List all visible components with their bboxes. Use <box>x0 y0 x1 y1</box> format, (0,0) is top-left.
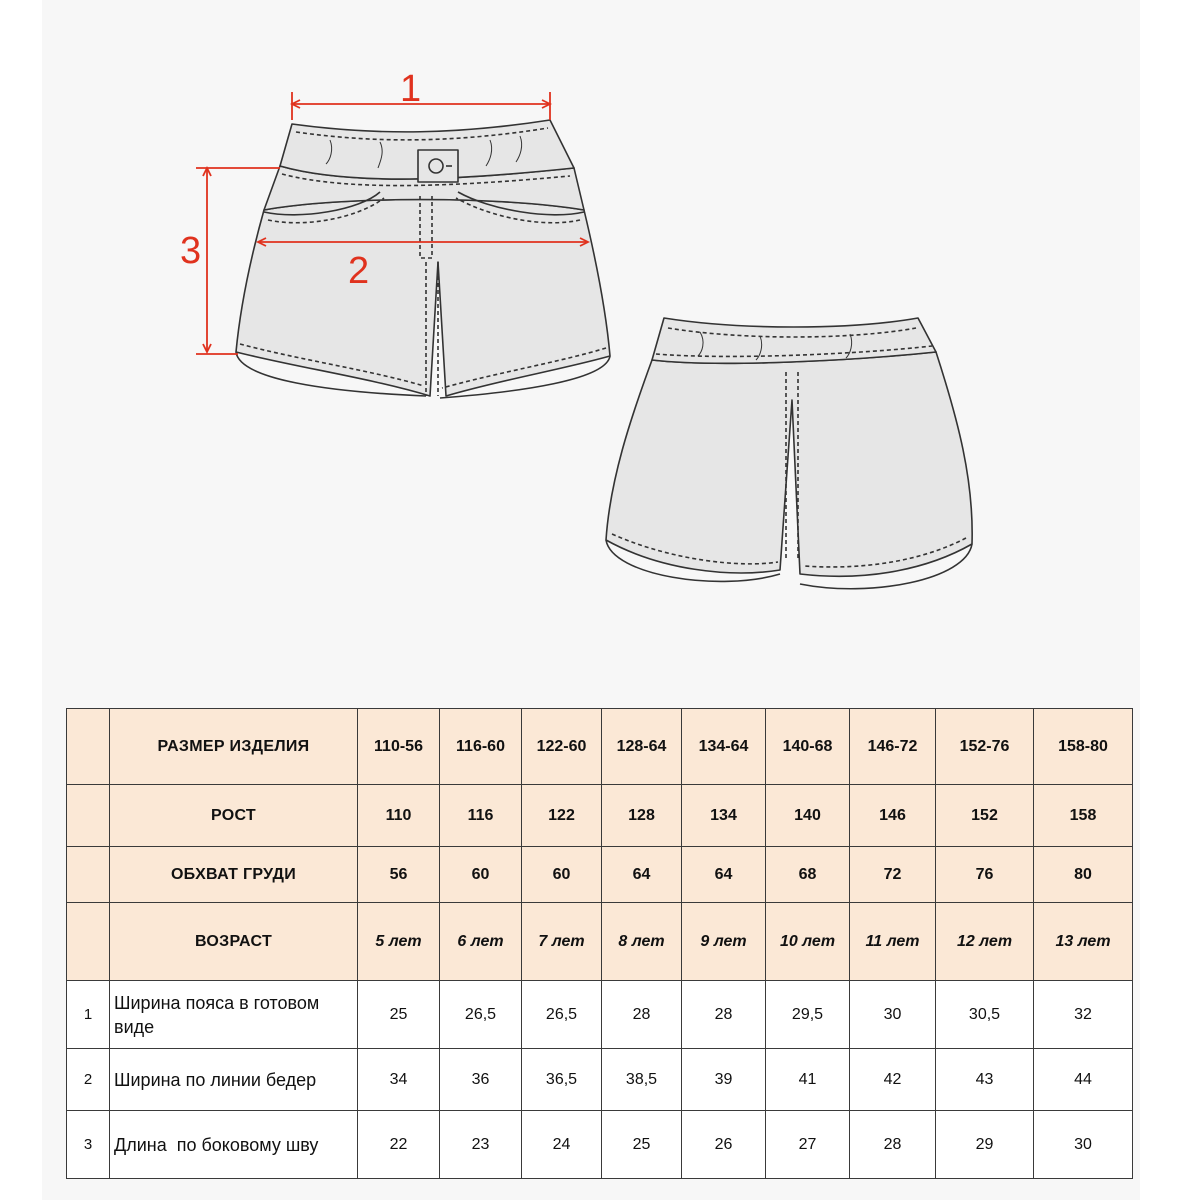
table-cell: 116-60 <box>440 709 522 785</box>
table-cell: 80 <box>1034 847 1133 903</box>
hip-callout: 2 <box>348 250 370 292</box>
hip-width-row <box>67 1049 1133 1111</box>
size-row <box>67 709 1133 785</box>
table-cell: 29 <box>936 1111 1034 1179</box>
table-cell: 42 <box>850 1049 936 1111</box>
table-cell: 28 <box>850 1111 936 1179</box>
table-cell: 110-56 <box>358 709 440 785</box>
table-cell: 44 <box>1034 1049 1133 1111</box>
row-label-size: РАЗМЕР ИЗДЕЛИЯ <box>110 709 358 785</box>
table-cell: 60 <box>522 847 602 903</box>
height-row <box>67 785 1133 847</box>
table-cell: 140-68 <box>766 709 850 785</box>
waist-callout: 1 <box>400 68 422 110</box>
table-cell: 128-64 <box>602 709 682 785</box>
table-cell: 32 <box>1034 981 1133 1049</box>
table-cell: 5 лет <box>358 903 440 981</box>
table-cell: 6 лет <box>440 903 522 981</box>
age-row <box>67 903 1133 981</box>
row-number-empty <box>67 709 110 785</box>
table-cell: 25 <box>602 1111 682 1179</box>
table-cell: 116 <box>440 785 522 847</box>
table-cell: 28 <box>682 981 766 1049</box>
table-cell: 128 <box>602 785 682 847</box>
row-label-height: РОСТ <box>110 785 358 847</box>
table-cell: 56 <box>358 847 440 903</box>
table-cell: 30,5 <box>936 981 1034 1049</box>
table-cell: 64 <box>682 847 766 903</box>
table-cell: 27 <box>766 1111 850 1179</box>
shorts-back-view <box>606 318 972 589</box>
table-cell: 60 <box>440 847 522 903</box>
table-cell: 41 <box>766 1049 850 1111</box>
table-cell: 68 <box>766 847 850 903</box>
table-cell: 28 <box>602 981 682 1049</box>
table-cell: 9 лет <box>682 903 766 981</box>
table-cell: 26 <box>682 1111 766 1179</box>
table-cell: 134 <box>682 785 766 847</box>
table-cell: 34 <box>358 1049 440 1111</box>
table-cell: 146 <box>850 785 936 847</box>
row-number-empty <box>67 903 110 981</box>
table-cell: 13 лет <box>1034 903 1133 981</box>
table-cell: 26,5 <box>522 981 602 1049</box>
table-cell: 72 <box>850 847 936 903</box>
table-cell: 152 <box>936 785 1034 847</box>
table-cell: 43 <box>936 1049 1034 1111</box>
table-cell: 38,5 <box>602 1049 682 1111</box>
table-cell: 76 <box>936 847 1034 903</box>
table-cell: 158 <box>1034 785 1133 847</box>
table-cell: 30 <box>850 981 936 1049</box>
table-cell: 25 <box>358 981 440 1049</box>
table-cell: 22 <box>358 1111 440 1179</box>
table-cell: 122 <box>522 785 602 847</box>
size-chart-table <box>66 708 1133 1179</box>
row-number-empty <box>67 785 110 847</box>
row-number: 2 <box>67 1049 110 1111</box>
row-label-side-length: Длина по боковому шву <box>110 1111 358 1179</box>
waist-width-row <box>67 981 1133 1049</box>
table-cell: 30 <box>1034 1111 1133 1179</box>
table-cell: 146-72 <box>850 709 936 785</box>
table-cell: 29,5 <box>766 981 850 1049</box>
table-cell: 140 <box>766 785 850 847</box>
row-label-chest: ОБХВАТ ГРУДИ <box>110 847 358 903</box>
side-length-row <box>67 1111 1133 1179</box>
chest-row <box>67 847 1133 903</box>
table-cell: 23 <box>440 1111 522 1179</box>
row-number: 3 <box>67 1111 110 1179</box>
row-label-waist-width: Ширина пояса в готовом виде <box>110 981 358 1049</box>
table-cell: 152-76 <box>936 709 1034 785</box>
table-cell: 7 лет <box>522 903 602 981</box>
table-cell: 26,5 <box>440 981 522 1049</box>
table-cell: 36,5 <box>522 1049 602 1111</box>
table-cell: 110 <box>358 785 440 847</box>
table-cell: 64 <box>602 847 682 903</box>
row-label-hip-width: Ширина по линии бедер <box>110 1049 358 1111</box>
row-number: 1 <box>67 981 110 1049</box>
table-cell: 8 лет <box>602 903 682 981</box>
table-cell: 122-60 <box>522 709 602 785</box>
shorts-front-view <box>236 120 610 398</box>
length-callout: 3 <box>180 230 202 272</box>
table-cell: 11 лет <box>850 903 936 981</box>
table-cell: 12 лет <box>936 903 1034 981</box>
table-cell: 36 <box>440 1049 522 1111</box>
table-cell: 134-64 <box>682 709 766 785</box>
table-cell: 10 лет <box>766 903 850 981</box>
table-cell: 39 <box>682 1049 766 1111</box>
row-number-empty <box>67 847 110 903</box>
row-label-age: ВОЗРАСТ <box>110 903 358 981</box>
table-cell: 158-80 <box>1034 709 1133 785</box>
table-cell: 24 <box>522 1111 602 1179</box>
